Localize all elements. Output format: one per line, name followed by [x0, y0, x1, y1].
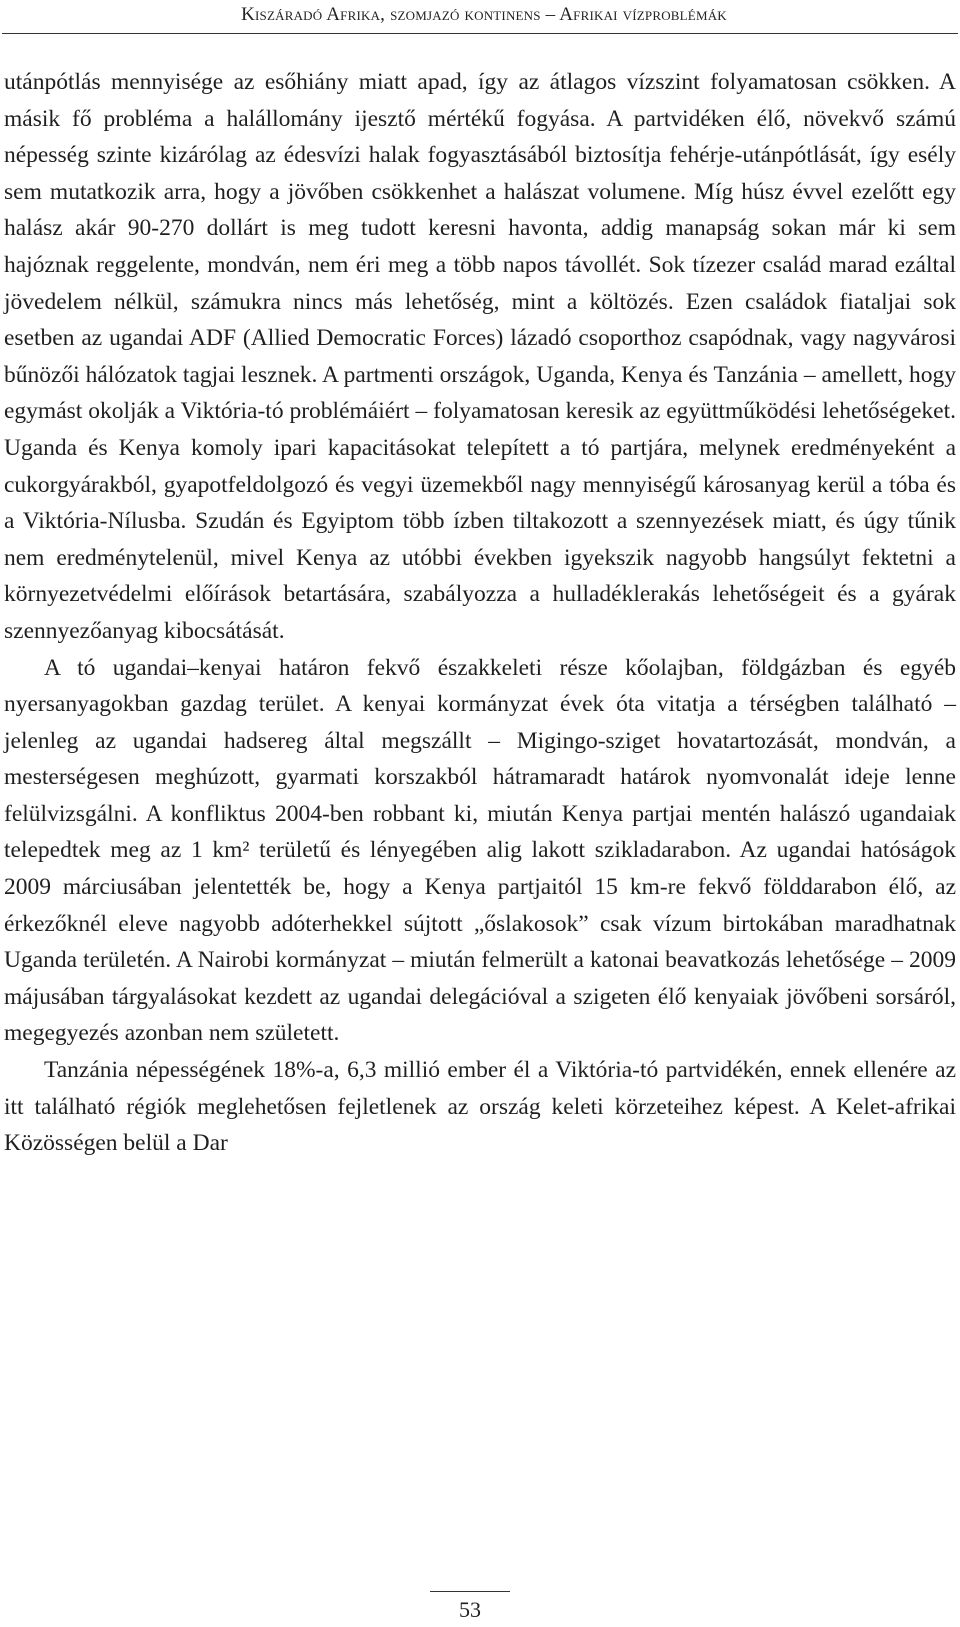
header-divider: [2, 33, 958, 34]
footer-divider: [430, 1591, 510, 1592]
body-text: [4, 64, 956, 1162]
paragraph-2: A tó ugandai–kenyai határon fekvő északkeleti része kőolajban, földgázban és egyéb nyersanyagokban gazdag terület. A kenyai kormányzat évek óta vitatja a térségben található – jelenleg az ugandai hadsereg által megszállt – Migingo-sziget hovatartozását, mondván, a mesterségesen meghúzott, gyarmati korszakból hátramaradt határok nyomvonalát ideje lenne felülvizsgálni. A konfliktus 2004-ben robbant ki, miután Kenya partjai mentén halászó ugandaiak telepedtek meg az 1 km² területű és lényegében alig lakott szikladarabon. Az ugandai hatóságok 2009 márciusában jelentették be, hogy a Kenya partjaitól 15 km-re fekvő földdarabon élő, az érkezőknél eleve nagyobb adóterhekkel sújtott „őslakosok” csak vízum birtokában maradhatnak Uganda területén. A Nairobi kormányzat – miután felmerült a katonai beavatkozás lehetősége – 2009 májusában tárgyalásokat kezdett az ugandai delegációval a szigeten élő kenyaiak jövőbeni sorsáról, megegyezés azonban nem született.: [4, 654, 956, 1047]
running-header: Kiszáradó Afrika, szomjazó kontinens – Afrikai vízproblémák: [241, 4, 727, 25]
paragraph-3: Tanzánia népességének 18%-a, 6,3 millió ember él a Viktória-tó partvidékén, ennek ellenére az itt található régiók meglehetősen fejletlenek az ország keleti körzeteihez képest. A Kelet-afrikai Közösségen belül a Dar: [4, 1057, 956, 1157]
paragraph-1: utánpótlás mennyisége az esőhiány miatt apad, így az átlagos vízszint folyamatosan csökken. A másik fő probléma a halállomány ijesztő mértékű fogyása. A partvidéken élő, növekvő számú népesség szinte kizárólag az édesvízi halak fogyasztásából biztosítja fehérje-utánpótlását, így esély sem mutatkozik arra, hogy a jövőben csökkenhet a halászat volumene. Míg húsz évvel ezelőtt egy halász akár 90-270 dollárt is meg tudott keresni havonta, addig manapság sokan már ki sem hajóznak reggelente, mondván, nem éri meg a több napos távollét. Sok tízezer család marad ezáltal jövedelem nélkül, számukra nincs más lehetőség, mint a költözés. Ezen családok fiataljai sok esetben az ugandai ADF (Allied Democratic Forces) lázadó csoporthoz csapódnak, vagy nagyvárosi bűnözői hálózatok tagjai lesznek. A partmenti országok, Uganda, Kenya és Tanzánia – amellett, hogy egymást okolják a Viktória-tó problémáiért – folyamatosan keresik az együttműködési lehetőségeket. Uganda és Kenya komoly ipari kapacitásokat telepített a tó partjára, melynek eredményeként a cukorgyárakból, gyapotfeldolgozó és vegyi üzemekből nagy mennyiségű károsanyag kerül a tóba és a Viktória-Nílusba. Szudán és Egyiptom több ízben tiltakozott a szennyezések miatt, és úgy tűnik nem eredménytelenül, mivel Kenya az utóbbi években igyekszik nagyobb hangsúlyt fektetni a környezetvédelmi előírások betartására, szabályozza a hulladéklerakás lehetőségeit és a gyárak szennyezőanyag kibocsátását.: [4, 69, 956, 644]
page-number: 53: [459, 1597, 481, 1622]
